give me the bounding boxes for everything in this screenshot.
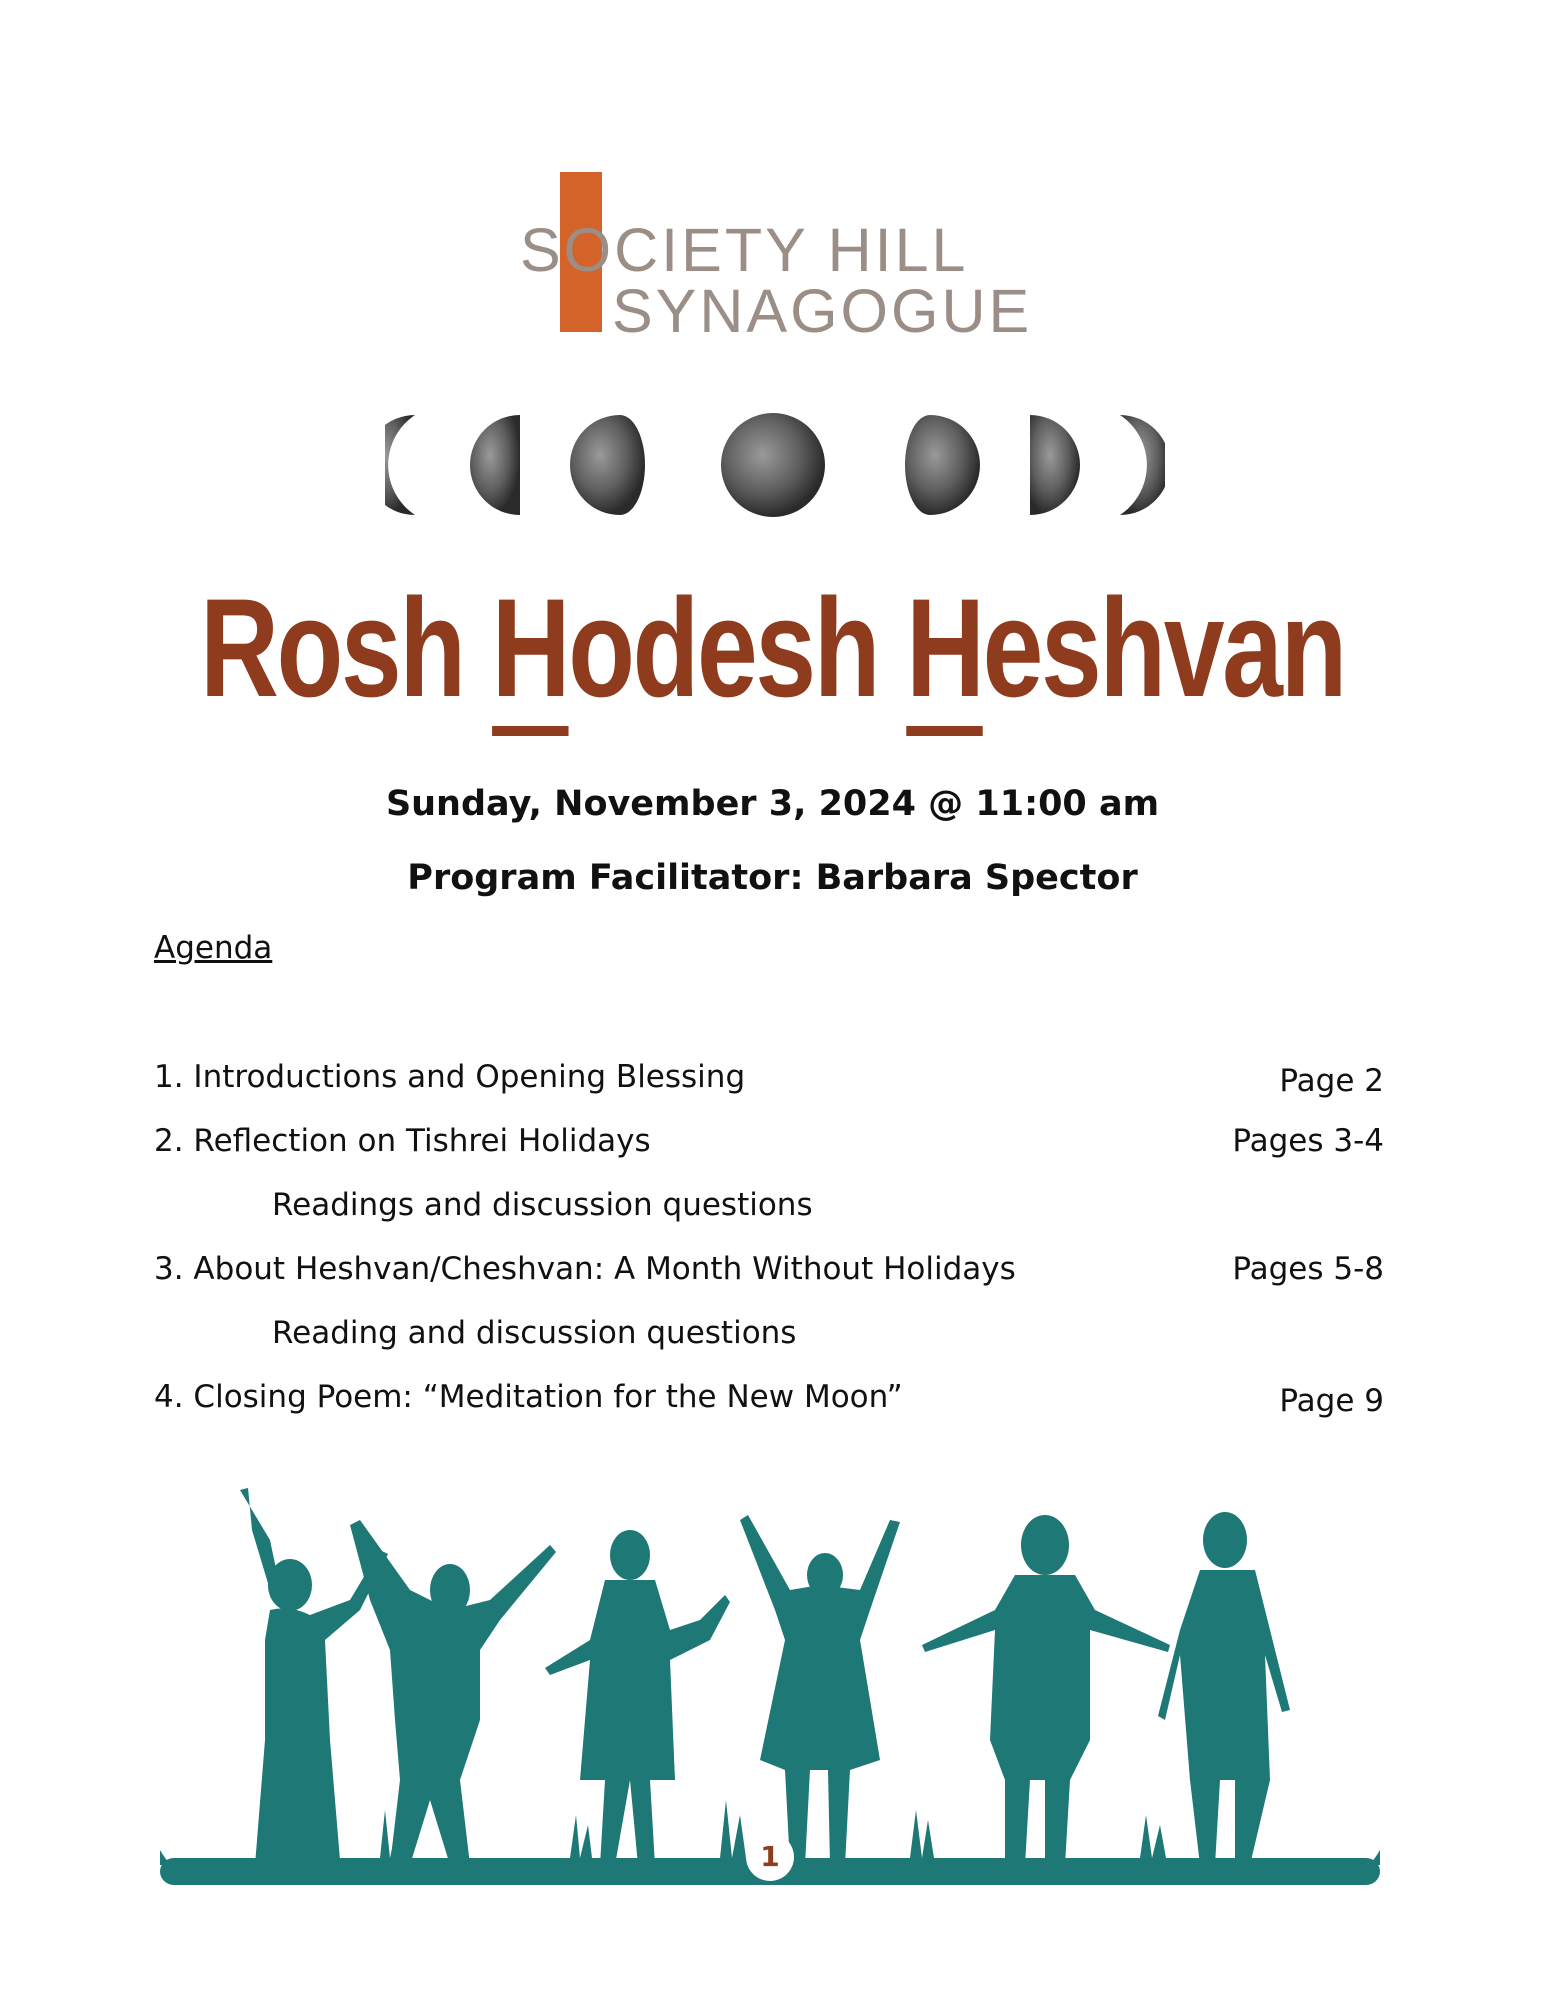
title-underlined-h-2: H (906, 569, 983, 736)
page-title (170, 569, 1375, 726)
agenda-item-page: Page 2 (1279, 1063, 1384, 1099)
agenda-item-label: 3. About Heshvan/Cheshvan: A Month Without Holidays (154, 1251, 1016, 1287)
moon-waning-gibbous-icon (905, 415, 980, 515)
moon-waning-crescent-icon (1120, 415, 1165, 515)
agenda-heading: Agenda (154, 930, 273, 966)
agenda-item-label: 1. Introductions and Opening Blessing (154, 1059, 746, 1095)
event-date: Sunday, November 3, 2024 @ 11:00 am (385, 784, 1160, 824)
dancing-women-silhouettes-illustration (160, 1480, 1380, 1890)
agenda-item-label: 4. Closing Poem: “Meditation for the New Moon” (154, 1379, 903, 1415)
society-hill-synagogue-logo (520, 168, 1040, 345)
page-number: 1 (746, 1833, 794, 1881)
title-part-1: Rosh (200, 569, 492, 726)
logo-line-1: SOCIETY HILL (520, 216, 969, 284)
program-facilitator: Program Facilitator: Barbara Spector (407, 858, 1138, 898)
title-part-3: eshvan (982, 569, 1345, 726)
agenda-item-page: Pages 5-8 (1232, 1251, 1384, 1287)
moon-first-quarter-icon (470, 415, 520, 515)
moon-full-icon (721, 413, 825, 517)
agenda-subitem-label: Reading and discussion questions (272, 1315, 797, 1351)
title-part-2: odesh (568, 569, 907, 726)
moon-last-quarter-icon (1030, 415, 1080, 515)
logo-line-2: SYNAGOGUE (612, 277, 1033, 345)
moon-phases-illustration (385, 405, 1165, 525)
agenda-item-page: Page 9 (1279, 1383, 1384, 1419)
agenda-item-page: Pages 3-4 (1232, 1123, 1384, 1159)
moon-waxing-gibbous-icon (570, 415, 645, 515)
moon-waxing-crescent-icon (385, 415, 415, 515)
agenda-subitem-label: Readings and discussion questions (272, 1187, 813, 1223)
agenda-item-label: 2. Reflection on Tishrei Holidays (154, 1123, 651, 1159)
title-underlined-h-1: H (492, 569, 569, 736)
